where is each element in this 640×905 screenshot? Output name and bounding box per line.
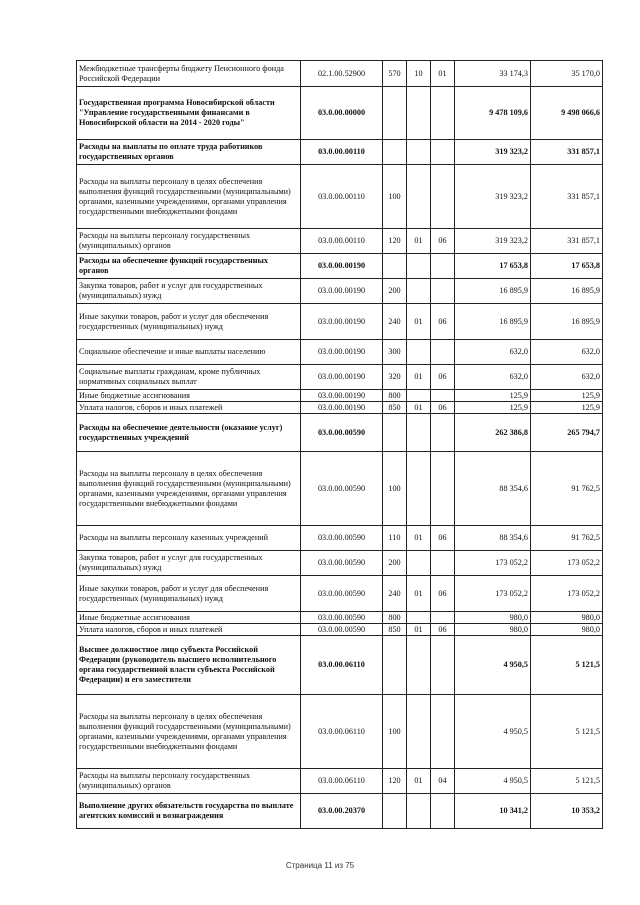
row-vr: 300 (383, 340, 407, 365)
row-rz (407, 636, 431, 695)
row-rz (407, 695, 431, 769)
row-rz: 10 (407, 61, 431, 87)
row-pr: 04 (431, 769, 455, 794)
row-vr: 100 (383, 165, 407, 229)
row-name: Расходы на выплаты персоналу в целях обеспечения выполнения функций государственными (муниципальными) органами, казенными учреждениями, органами управления государственными внебюджетными фондами (77, 452, 301, 526)
row-pr: 06 (431, 304, 455, 340)
row-name: Выполнение других обязательств государства по выплате агентских комиссий и вознаграждения (77, 794, 301, 829)
row-pr (431, 279, 455, 304)
table-row (77, 279, 603, 304)
row-value-2019: 9 478 109,6 (455, 87, 531, 140)
row-name: Социальные выплаты гражданам, кроме публичных нормативных социальных выплат (77, 365, 301, 390)
row-value-2020: 5 121,5 (531, 695, 603, 769)
table-row (77, 390, 603, 402)
row-value-2019: 125,9 (455, 390, 531, 402)
table-row (77, 794, 603, 829)
row-value-2020: 91 762,5 (531, 452, 603, 526)
row-pr: 06 (431, 576, 455, 612)
row-code: 03.0.00.06110 (301, 695, 383, 769)
row-rz (407, 452, 431, 526)
row-vr: 100 (383, 452, 407, 526)
row-value-2020: 980,0 (531, 624, 603, 636)
row-vr: 240 (383, 576, 407, 612)
row-rz (407, 254, 431, 279)
table-row (77, 636, 603, 695)
row-value-2020: 125,9 (531, 390, 603, 402)
row-value-2020: 632,0 (531, 365, 603, 390)
row-rz: 01 (407, 365, 431, 390)
row-code: 03.0.00.06110 (301, 769, 383, 794)
row-value-2019: 17 653,8 (455, 254, 531, 279)
table-row (77, 87, 603, 140)
row-code: 03.0.00.00110 (301, 229, 383, 254)
row-pr (431, 636, 455, 695)
row-name: Расходы на выплаты персоналу государственных (муниципальных) органов (77, 769, 301, 794)
row-code: 03.0.00.00590 (301, 551, 383, 576)
row-pr (431, 390, 455, 402)
row-code: 03.0.00.00590 (301, 526, 383, 551)
table-body (77, 61, 603, 829)
row-value-2020: 17 653,8 (531, 254, 603, 279)
row-value-2019: 632,0 (455, 340, 531, 365)
row-code: 03.0.00.20370 (301, 794, 383, 829)
row-pr (431, 254, 455, 279)
table-row (77, 612, 603, 624)
row-vr (383, 636, 407, 695)
row-rz (407, 140, 431, 165)
row-value-2020: 173 052,2 (531, 576, 603, 612)
table-row (77, 414, 603, 452)
row-value-2020: 5 121,5 (531, 636, 603, 695)
row-pr: 01 (431, 61, 455, 87)
row-name: Высшее должностное лицо субъекта Российской Федерации (руководитель высшего исполнительного органа государственной власти субъекта Российской Федерации) и его заместители (77, 636, 301, 695)
row-value-2019: 16 895,9 (455, 279, 531, 304)
row-value-2019: 980,0 (455, 624, 531, 636)
row-vr: 850 (383, 402, 407, 414)
row-code: 03.0.00.00590 (301, 576, 383, 612)
row-value-2020: 10 353,2 (531, 794, 603, 829)
row-value-2019: 88 354,6 (455, 452, 531, 526)
row-value-2019: 4 950,5 (455, 769, 531, 794)
row-value-2020: 173 052,2 (531, 551, 603, 576)
row-value-2019: 173 052,2 (455, 551, 531, 576)
row-vr: 240 (383, 304, 407, 340)
row-vr: 800 (383, 390, 407, 402)
table-row (77, 526, 603, 551)
row-rz: 01 (407, 624, 431, 636)
row-pr (431, 551, 455, 576)
row-name: Закупка товаров, работ и услуг для государственных (муниципальных) нужд (77, 279, 301, 304)
row-rz (407, 165, 431, 229)
row-name: Уплата налогов, сборов и иных платежей (77, 402, 301, 414)
row-vr: 110 (383, 526, 407, 551)
table-row (77, 165, 603, 229)
table-row (77, 365, 603, 390)
row-value-2020: 91 762,5 (531, 526, 603, 551)
row-name: Иные бюджетные ассигнования (77, 390, 301, 402)
row-value-2019: 173 052,2 (455, 576, 531, 612)
row-value-2020: 331 857,1 (531, 140, 603, 165)
row-vr (383, 414, 407, 452)
row-rz (407, 612, 431, 624)
row-rz: 01 (407, 402, 431, 414)
row-value-2019: 10 341,2 (455, 794, 531, 829)
row-name: Закупка товаров, работ и услуг для государственных (муниципальных) нужд (77, 551, 301, 576)
row-vr (383, 87, 407, 140)
table-row (77, 229, 603, 254)
table-row (77, 624, 603, 636)
row-value-2019: 319 323,2 (455, 165, 531, 229)
row-vr: 850 (383, 624, 407, 636)
row-code: 03.0.00.00000 (301, 87, 383, 140)
row-rz: 01 (407, 576, 431, 612)
row-value-2019: 319 323,2 (455, 229, 531, 254)
row-value-2019: 4 950,5 (455, 695, 531, 769)
row-name: Расходы на выплаты персоналу казенных учреждений (77, 526, 301, 551)
row-rz (407, 87, 431, 140)
row-pr (431, 340, 455, 365)
row-code: 03.0.00.00110 (301, 165, 383, 229)
row-value-2020: 35 170,0 (531, 61, 603, 87)
row-pr: 06 (431, 526, 455, 551)
row-vr: 800 (383, 612, 407, 624)
row-name: Расходы на обеспечение деятельности (оказание услуг) государственных учреждений (77, 414, 301, 452)
row-code: 02.1.00.52900 (301, 61, 383, 87)
row-rz (407, 340, 431, 365)
table-row (77, 140, 603, 165)
row-pr (431, 612, 455, 624)
row-code: 03.0.00.00190 (301, 402, 383, 414)
row-code: 03.0.00.00190 (301, 254, 383, 279)
table-row (77, 304, 603, 340)
row-rz (407, 414, 431, 452)
row-value-2020: 980,0 (531, 612, 603, 624)
row-value-2019: 88 354,6 (455, 526, 531, 551)
row-code: 03.0.00.00590 (301, 452, 383, 526)
row-pr (431, 87, 455, 140)
row-vr: 200 (383, 279, 407, 304)
row-name: Расходы на обеспечение функций государственных органов (77, 254, 301, 279)
row-name: Иные закупки товаров, работ и услуг для обеспечения государственных (муниципальных) нужд (77, 304, 301, 340)
row-value-2020: 9 498 066,6 (531, 87, 603, 140)
row-pr (431, 794, 455, 829)
row-rz (407, 794, 431, 829)
row-code: 03.0.00.00590 (301, 612, 383, 624)
table-row (77, 402, 603, 414)
row-rz (407, 390, 431, 402)
row-rz (407, 279, 431, 304)
row-vr: 570 (383, 61, 407, 87)
row-value-2020: 125,9 (531, 402, 603, 414)
row-name: Расходы на выплаты персоналу в целях обеспечения выполнения функций государственными (муниципальными) органами, казенными учреждениями, органами управления государственными внебюджетными фондами (77, 165, 301, 229)
row-vr: 200 (383, 551, 407, 576)
row-code: 03.0.00.00190 (301, 340, 383, 365)
row-name: Расходы на выплаты по оплате труда работников государственных органов (77, 140, 301, 165)
row-value-2019: 33 174,3 (455, 61, 531, 87)
row-value-2020: 265 794,7 (531, 414, 603, 452)
row-vr: 120 (383, 769, 407, 794)
row-value-2019: 125,9 (455, 402, 531, 414)
row-vr: 320 (383, 365, 407, 390)
row-pr (431, 165, 455, 229)
table-row (77, 340, 603, 365)
row-name: Социальное обеспечение и иные выплаты населению (77, 340, 301, 365)
table-row (77, 61, 603, 87)
row-rz: 01 (407, 229, 431, 254)
row-value-2020: 16 895,9 (531, 279, 603, 304)
row-pr (431, 414, 455, 452)
row-vr (383, 794, 407, 829)
row-name: Расходы на выплаты персоналу в целях обеспечения выполнения функций государственными (муниципальными) органами, казенными учреждениями, органами управления государственными внебюджетными фондами (77, 695, 301, 769)
row-value-2020: 632,0 (531, 340, 603, 365)
row-value-2020: 331 857,1 (531, 165, 603, 229)
row-pr (431, 695, 455, 769)
budget-table (76, 60, 603, 829)
row-rz: 01 (407, 526, 431, 551)
row-rz: 01 (407, 769, 431, 794)
row-value-2019: 319 323,2 (455, 140, 531, 165)
row-name: Уплата налогов, сборов и иных платежей (77, 624, 301, 636)
row-vr: 120 (383, 229, 407, 254)
row-code: 03.0.00.00190 (301, 304, 383, 340)
row-value-2019: 16 895,9 (455, 304, 531, 340)
table-row (77, 769, 603, 794)
row-pr (431, 452, 455, 526)
row-name: Межбюджетные трансферты бюджету Пенсионного фонда Российской Федерации (77, 61, 301, 87)
table-row (77, 254, 603, 279)
row-code: 03.0.00.06110 (301, 636, 383, 695)
table-row (77, 452, 603, 526)
table-row (77, 551, 603, 576)
row-name: Иные закупки товаров, работ и услуг для обеспечения государственных (муниципальных) нужд (77, 576, 301, 612)
row-name: Иные бюджетные ассигнования (77, 612, 301, 624)
row-code: 03.0.00.00190 (301, 365, 383, 390)
row-code: 03.0.00.00110 (301, 140, 383, 165)
row-vr (383, 140, 407, 165)
row-pr: 06 (431, 402, 455, 414)
row-vr: 100 (383, 695, 407, 769)
row-vr (383, 254, 407, 279)
row-pr (431, 140, 455, 165)
row-code: 03.0.00.00590 (301, 624, 383, 636)
row-pr: 06 (431, 365, 455, 390)
row-value-2019: 632,0 (455, 365, 531, 390)
row-value-2020: 331 857,1 (531, 229, 603, 254)
table-row (77, 695, 603, 769)
row-code: 03.0.00.00190 (301, 279, 383, 304)
row-name: Расходы на выплаты персоналу государственных (муниципальных) органов (77, 229, 301, 254)
row-code: 03.0.00.00590 (301, 414, 383, 452)
page-footer: Страница 11 из 75 (285, 861, 355, 870)
row-value-2020: 5 121,5 (531, 769, 603, 794)
row-code: 03.0.00.00190 (301, 390, 383, 402)
row-rz (407, 551, 431, 576)
row-value-2020: 16 895,9 (531, 304, 603, 340)
row-value-2019: 262 386,8 (455, 414, 531, 452)
row-value-2019: 980,0 (455, 612, 531, 624)
row-value-2019: 4 950,5 (455, 636, 531, 695)
table-row (77, 576, 603, 612)
row-pr: 06 (431, 624, 455, 636)
row-name: Государственная программа Новосибирской области "Управление государственными финансами в Новосибирской области на 2014 - 2020 годы" (77, 87, 301, 140)
row-rz: 01 (407, 304, 431, 340)
row-pr: 06 (431, 229, 455, 254)
